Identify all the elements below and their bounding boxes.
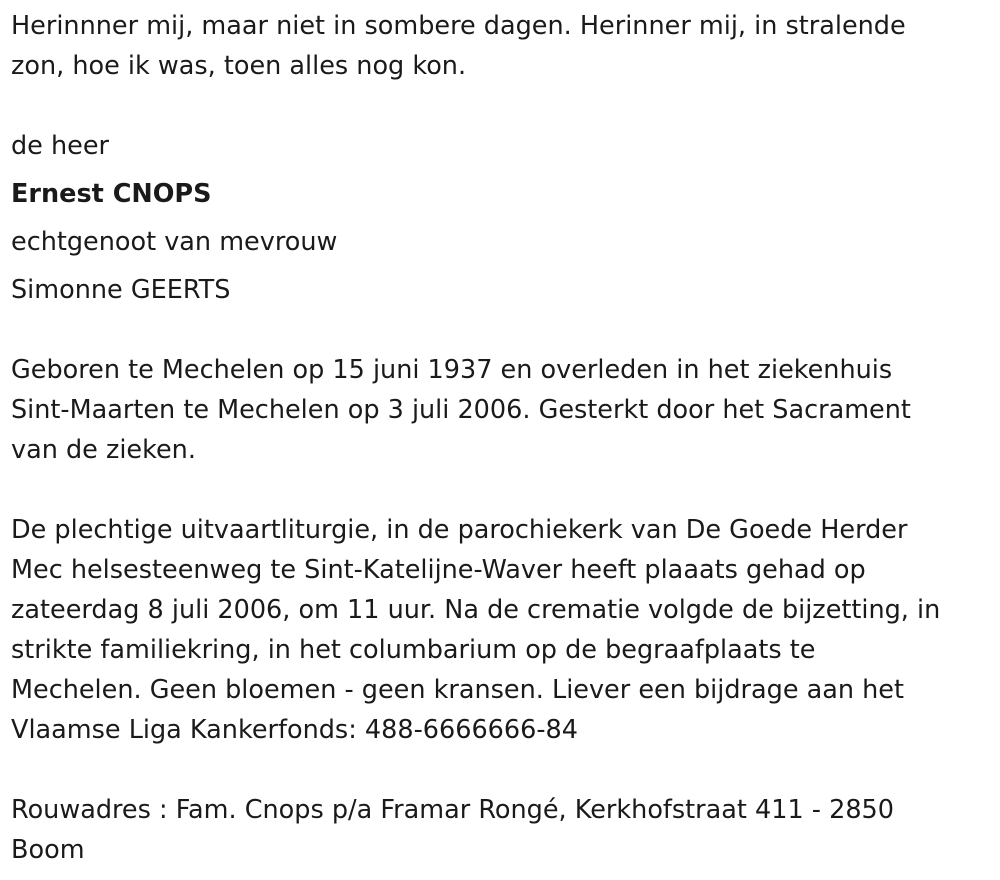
spouse-name: Simonne GEERTS (11, 275, 231, 305)
funeral-paragraph: De plechtige uitvaartliturgie, in de parochiekerk van De Goede Herder Mec helsesteenweg te Sint-Katelijne-Waver heeft plaaats gehad op zateerdag 8 juli 2006, om 11 uur. Na de crematie volgde de bijzetting, in strikte familiekring, in het columbarium op de begraafplaats te Mechelen. Geen bloemen - geen kransen. Liever een bijdrage aan het Vlaamse Liga Kankerfonds: 488-6666666-84 (11, 515, 941, 745)
memorial-quote: Herinnner mij, maar niet in sombere dagen. Herinner mij, in stralende zon, hoe ik was, toen alles nog kon. (11, 11, 906, 81)
spacer (11, 750, 1000, 790)
deceased-name: Ernest CNOPS (11, 179, 212, 209)
spacer (11, 86, 1000, 126)
spacer (11, 214, 1000, 222)
salutation: de heer (11, 131, 110, 161)
mourning-address: Rouwadres : Fam. Cnops p/a Framar Rongé, Kerkhofstraat 411 - 2850 Boom (11, 795, 894, 865)
spacer (11, 166, 1000, 174)
relation-text: echtgenoot van mevrouw (11, 227, 338, 257)
birth-death-paragraph: Geboren te Mechelen op 15 juni 1937 en overleden in het ziekenhuis Sint-Maarten te Mechelen op 3 juli 2006. Gesterkt door het Sacrament van de zieken. (11, 355, 911, 465)
spacer (11, 310, 1000, 350)
spacer (11, 262, 1000, 270)
spacer (11, 470, 1000, 510)
